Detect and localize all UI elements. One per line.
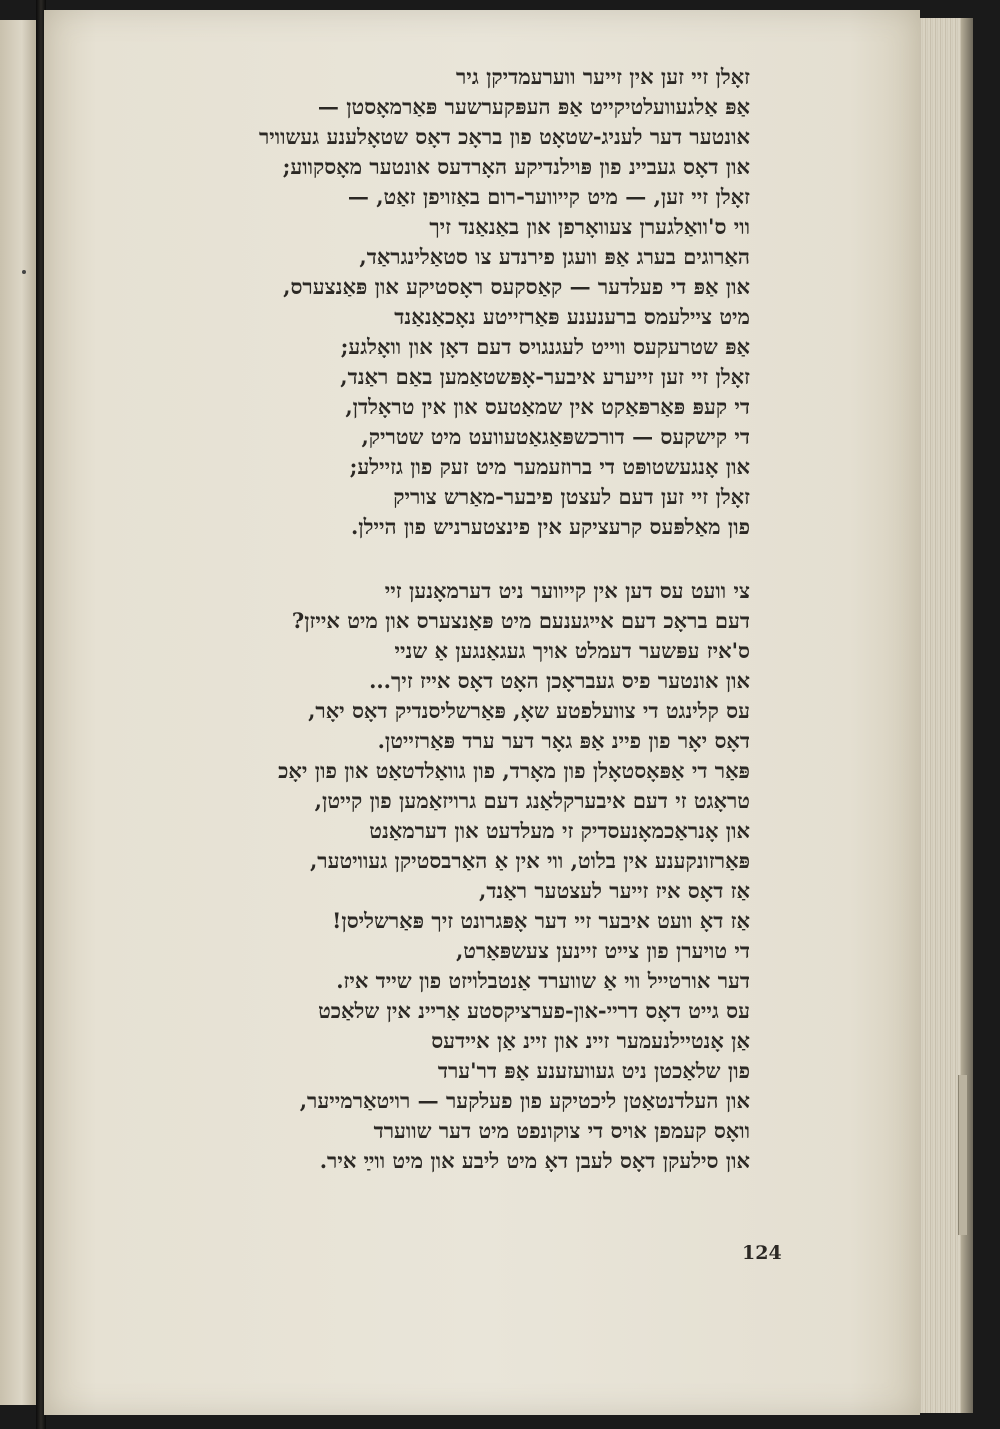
poem-line: דאָס יאָר פון פיינ אַפּ גאָר דער ערד פּאַרזייטן.: [377, 728, 750, 753]
poem-line: פון שלאַכטן ניט געוועזענע אַפּ דר'ערד: [437, 1058, 750, 1083]
poem-line: אונטער דער לעניג-שטאָט פון בראָכ דאָס שטאָלענע געשוויר: [258, 124, 750, 149]
poem-line: זאָלן זיי זען אין זייער ווערעמדיקן גיר: [456, 64, 750, 89]
page-number: 124: [742, 1242, 782, 1264]
poem-line: פּאַר די אַפּאָסטאָלן פון מאָרד, פון גוואַלדטאַט און פון יאָכ: [278, 758, 750, 783]
poem-line: פּאַרזונקענע אין בלוט, ווי אין אַ האַרבסטיקן געוויטער,: [309, 848, 750, 873]
poem-line: האַרוגים בערג אַפּ וועגן פירנדע צו סטאַלינגראַד,: [359, 244, 750, 269]
poem-line: ווי ס'וואַלגערן צעוואָרפן און באַנאַנד זיך: [429, 214, 750, 239]
poem-line: די טויערן פון צייט זיינען צעשפּאַרט,: [455, 938, 750, 963]
facing-page-edge: [0, 20, 36, 1405]
poem-line: צי וועט עס דען אין קייווער ניט דערמאָנען זיי: [384, 578, 750, 603]
poem-line: זאָלן זיי זען, — מיט קייווער-רום באַזויפן זאַט, —: [347, 184, 750, 209]
poem-line: דעם בראָכ דעם אײגענעם מיט פּאַנצערס און מיט אייזן?: [291, 608, 750, 633]
poem-line: און אָנגעשטופּט די ברוזעמער מיט זעק פון גזיילע;: [349, 454, 750, 479]
poem-line: אַז דאָ וועט איבער זיי דער אָפּגרונט זיך פּאַרשליסן!: [332, 908, 750, 933]
poem-line: אַן אָנטיילנעמער זיינ און זיינ אַן איידעס: [431, 1028, 750, 1053]
poem-line: און אָנראַכמאָנעסדיק זי מעלדעט און דערמאַנט: [369, 818, 750, 843]
poem-text: [110, 62, 750, 1176]
poem-line: פון מאַלפּעס קרעציקע אין פינצטערניש פון היילן.: [350, 514, 750, 539]
stanza-1: [110, 62, 750, 542]
poem-line: די קעפּ פּאַרפּאַקט אין שמאַטעס און אין טראָלדן,: [345, 394, 750, 419]
poem-line: אַפּ שטרעקעס ווייט לעגנגויס דעם דאָן און וואָלגע;: [340, 334, 750, 359]
poem-line: עס גייט דאָס דריי-און-פערציקסטע אַריינ אין שלאַכט: [318, 998, 750, 1023]
poem-line: דער אורטייל ווי אַ שווערד אַנטבלויזט פון שייד איז.: [336, 968, 750, 993]
poem-line: עס קלינגט די צוועלפטע שאָ, פּאַרשליסנדיק דאָס יאָר,: [308, 698, 750, 723]
poem-line: זאָלן זיי זען דעם לעצטן פיבער-מאַרש צוריק: [393, 484, 750, 509]
stanza-gap: [110, 542, 750, 576]
stanza-2: [110, 576, 750, 1176]
poem-line: זאָלן זיי זען זייערע איבער-אָפּשטאַמען באַם ראַנד,: [340, 364, 750, 389]
page-mark: [22, 270, 26, 274]
poem-line: מיט ציילעמס ברענענע פּאַרזייטע נאָכאַנאַנד: [394, 304, 750, 329]
poem-line: און העלדנטאַטן ליכטיקע פון פעלקער — רויטאַרמייער,: [299, 1088, 750, 1113]
poem-line: די קישקעס — דורכשפּאַגאַטעוועט מיט שטריק,: [361, 424, 750, 449]
poem-line: טראָגט זי דעם איבערקלאַנג דעם גרויזאַמען פון קייטן,: [314, 788, 750, 813]
poem-line: אַפּ אַלגעוועלטיקייט אַפּ העפּקערשער פּאַרמאָסטן —: [317, 94, 750, 119]
poem-line: ס'איז עפּשער דעמלט אויך געגאַנגען אַ שניי: [394, 638, 750, 663]
poem-line: און אַפּ די פעלדער — קאַסקעס ראָסטיקע און פּאַנצערס,: [283, 274, 750, 299]
poem-line: און דאָס געביינ פון פּוילנדיקע האָרדעס אונטער מאָסקווע;: [282, 154, 750, 179]
poem-line: און אונטער פיס געבראָכן האָט דאָס אייז זיך...: [369, 668, 750, 693]
poem-line: און סילעקן דאָס לעבן דאָ מיט ליבע און מיט ווײַ איר.: [319, 1148, 750, 1173]
poem-line: וואָס קעמפן אויס די צוקונפט מיט דער שווערד: [373, 1118, 750, 1143]
binding-strip: [958, 1075, 967, 1235]
poem-line: אַז דאָס איז זייער לעצטער ראַנד,: [479, 878, 750, 903]
